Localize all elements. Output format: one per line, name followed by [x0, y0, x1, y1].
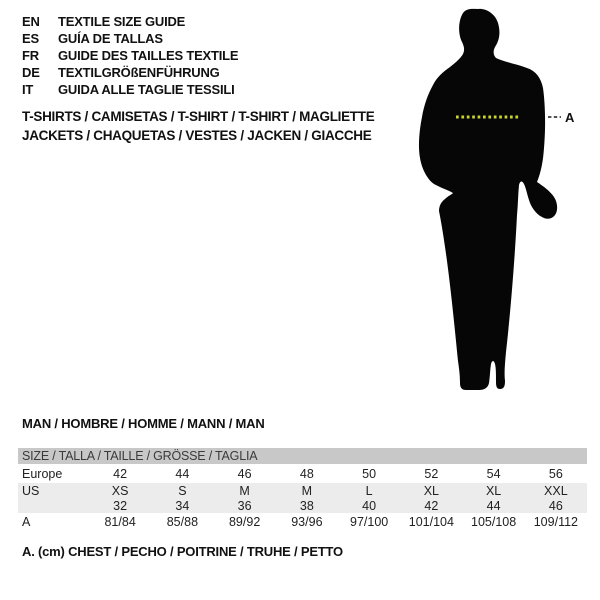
size-cell: 46 — [237, 466, 252, 481]
size-cell: 109/112 — [533, 515, 578, 529]
language-row — [22, 64, 238, 81]
size-table — [18, 448, 587, 531]
language-code: DE — [22, 65, 40, 80]
size-cell: 42 — [113, 466, 128, 481]
size-cell: 93/96 — [291, 515, 323, 529]
size-cell: 89/92 — [228, 515, 261, 529]
size-cell: 36 — [237, 498, 252, 513]
garment-categories — [22, 108, 374, 145]
language-list — [22, 13, 238, 98]
table-row-europe — [18, 464, 587, 483]
language-label: GUÍA DE TALLAS — [58, 31, 163, 46]
figure-panel — [400, 0, 600, 400]
size-cell: XS — [111, 483, 129, 498]
row-label: Europe — [22, 466, 63, 481]
language-code: EN — [22, 14, 40, 29]
garment-line-jackets: JACKETS / CHAQUETAS / VESTES / JACKEN / GIACCHE — [22, 127, 372, 143]
size-cell: XL — [423, 483, 440, 498]
table-row-us — [18, 483, 587, 498]
language-row — [22, 81, 238, 98]
language-label: GUIDE DES TAILLES TEXTILE — [58, 48, 239, 63]
size-cell: 48 — [299, 466, 314, 481]
language-code: IT — [22, 82, 34, 97]
size-cell: XL — [485, 483, 502, 498]
size-cell: 38 — [299, 498, 314, 513]
size-cell: 105/108 — [471, 515, 517, 529]
table-row-chest-a — [18, 513, 587, 531]
language-row — [22, 13, 238, 30]
size-cell: M — [239, 483, 250, 498]
size-cell: 44 — [486, 498, 501, 513]
size-cell: 42 — [424, 498, 439, 513]
measure-label-a: A — [565, 110, 575, 125]
language-row — [22, 47, 238, 64]
garment-line-tshirts: T-SHIRTS / CAMISETAS / T-SHIRT / T-SHIRT / MAGLIETTE — [22, 109, 375, 124]
size-cell: 32 — [113, 498, 128, 513]
language-code: FR — [22, 48, 39, 63]
size-cell: 52 — [424, 466, 439, 481]
size-cell: 97/100 — [350, 515, 389, 529]
language-code: ES — [22, 31, 39, 46]
size-cell: 85/88 — [166, 515, 199, 529]
size-cell: 44 — [175, 466, 190, 481]
size-cell: XXL — [544, 483, 568, 498]
size-cell: 46 — [548, 498, 563, 513]
size-table-header: SIZE / TALLA / TAILLE / GRÖSSE / TAGLIA — [18, 448, 587, 464]
table-band-us-numeric — [18, 483, 587, 513]
language-label: GUIDA ALLE TAGLIE TESSILI — [58, 82, 235, 97]
language-row — [22, 30, 238, 47]
row-label: US — [22, 483, 40, 498]
row-label: A — [22, 515, 31, 529]
size-cell: S — [178, 483, 187, 498]
language-label: TEXTILGRÖßENFÜHRUNG — [58, 65, 220, 80]
man-silhouette — [419, 9, 557, 390]
size-cell: 50 — [362, 466, 377, 481]
size-cell: L — [365, 483, 373, 498]
measurement-footnote: A. (cm) CHEST / PECHO / POITRINE / TRUHE / PETTO — [22, 544, 343, 559]
language-label: TEXTILE SIZE GUIDE — [58, 14, 186, 29]
size-cell: 54 — [486, 466, 501, 481]
section-title-man: MAN / HOMBRE / HOMME / MANN / MAN — [22, 416, 265, 431]
size-cell: M — [301, 483, 313, 498]
size-cell: 56 — [548, 466, 563, 481]
size-cell: 40 — [362, 498, 377, 513]
table-row-us-numeric — [18, 498, 587, 513]
size-cell: 101/104 — [408, 515, 454, 529]
size-cell: 81/84 — [104, 515, 136, 529]
size-cell: 34 — [175, 498, 190, 513]
size-guide-figure — [400, 0, 600, 400]
